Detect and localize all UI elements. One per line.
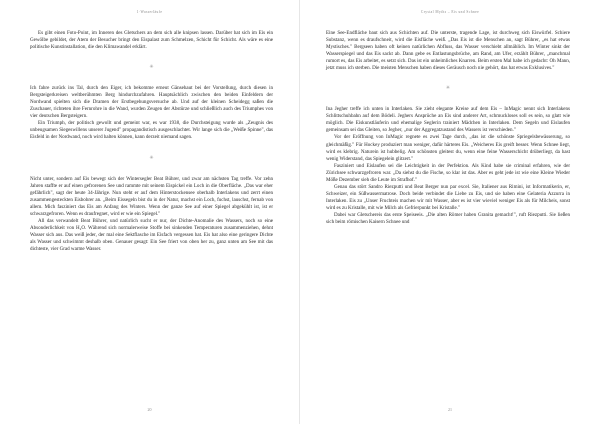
left-body-text [30,30,273,253]
paragraph: Ich fahre zurück ins Tal, durch den Eiger, ich bekomme erneut Gänsehaut bei der Vorstellung, durch diesen in Bergsteigerkreisen weltberühmten Berg hindurchzufahren. Hauptsächlich zwischen den beiden Einfeldern der Nordwand spielten sich die Dramen der Erstbegehungsversuche ab. Und auf der kleinen Scheidegg saßen die Zuschauer, richteten ihre Fernrohre in die Wand, wurden Zeugen der Abstürze und schließlich auch des Triumphes von vier deutschen Bergsteigern. [30,85,273,120]
running-head: Crystal Myths – Eis und Schnee [420,10,480,14]
paragraph: Genau das stört Sandro Riezputti und Beat Berger nun par excel. Sie, Italiener aus Rimini, ist Informatikerin, er, Schweizer, ein Süßwassermatrose. Doch beide verbindet die Liebe zu Eis, und sie haben eine Gelateria Azzurra in Interlaken. Eis zu „Unser Fruchteis machen wir mit Wasser, aber es ist vier wieviel weniger Eis als für Milcheis, sonst wird es zu Kristalle, mit wie Milch als Gefrierpunkt bei Kristalle." [326,183,570,211]
paragraph: Dabei war Gletschereis das erste Speiseeis. „Die alten Römer haben Granita gemacht!", ruft Riezputti. Sie ließen sich beim römischen Kaisern Schnee und [326,211,570,226]
running-head: 1·Wasserläufe [136,10,163,14]
page-number: 20 [147,407,152,412]
section-ornament-icon: ✳ [445,86,451,92]
section-ornament-icon: ✳ [149,65,154,71]
section-ornament-icon: ✳ [149,155,154,161]
paragraph: Vor der Eröffnung von InMagic regnete es zwei Tage durch, „das ist die schönste Spriegelsbewässerung, so gleichmäßig." Für Hockey produziert man weniger, dafür härteres Eis. „Weicheres Eis greift besser. Wenn Schnee liegt, wird es klebrig. Naturein ist hubbelig. Am schönsten gleitest du, wenn eine feine Wasserschicht drüberliegt, da hast wenig Widerstand, das Spiegelein glitzert." [326,134,570,162]
paragraph: Fasziniert und Eislaufen sei die Leichtigkeit in der Perfektion. Als Kind habe sie criminal erfahren, wie der Zürichsee schwarzgefroren war. „Da siehst du die Fische, so klar ist das. Aber es geht jede ist wie eine Kleine Wieder Möße Dezember sieh die Leute im Strafhof." [326,162,570,183]
paragraph: Es gibt einen Foto-Point, im Inneren des Gletschers an dem sich alle knipsen lassen. Darüber hat sich im Eis ein Gewölbe gebildet, der Atem der Besucher bringt den Eispalast zum Schmelzen, Schicht für Schicht. Als wäre es eine politische Kunstinstallation, die den Klimawandel erklärt. [30,30,273,51]
paragraph: All das verwandelt Beat Bührer, und natürlich sucht er nur, der Dichte-Anomalie des Wassers, noch so eine Absonderlichkeit von H₂O. Während sich normalerweise Stoffe bei sinkenden Temperaturen zusammenziehen, dehnt Wasser sich aus. Das weiß jeder, der mal eine Sektflasche im Eisfach vergessen hat. Eis hat also eine geringere Dichte als Wasser und schwimmt deshalb oben. Genauer gesagt: Ein See friert von oben her zu, ganz unten am See mit das dichteste, vier Grad warme Wasser. [30,217,273,252]
paragraph: Nicht unter, sondern auf Eis bewegt sich der Wintersegler Beat Bührer, und zwar am nächsten Tag treffe. Vor zehn Jahren staffte er auf einen gefrorenen See und rammte mit seinem Eispickel ein Loch in die Oberfläche. „Das war eher gefährlich", sagt der heute 34-Jährige. Nun steht er auf dem Hinterstockensee oberhalb Interlakens und zerrt einen zusammengesteckten Eisbohrer an. „Beim Eissegeln bist du in der Natur, machst ein Loch, fuchst, lauschst, fernab von allem. Mich fasziniert das Eis am Anfang des Winters. Wenn der ganze See auf einer Spiegel abgekühlt ist, ist er schwarzgefroren. Wenn es draufregnet, wird er wie ein Spiegel." [30,175,273,217]
right-body-text [326,30,570,226]
page-number: 21 [448,407,452,412]
right-page [300,0,600,424]
paragraph: Eine See-Endfläche baut sich aus Schichten auf. Die unterste, tragende Lage, ist durchweg sich Eiswürfel. Schiere Substanz, wenn es draufschneit, wird die Eisfläche weiß. „Das Eis ist die Menschen an, sagt Bührer, „es hat etwas Mystisches." Bergseen haben oft keinen natürlichen Abfluss, das Wasser verschiebt allmählich. Im Winter sinkt der Wasserspiegel und das Eis sackt ab. Dann gebe es Entlastungsbrüche, am Rand, am Ufer, erzählt Bührer, „manchmal rumort es, das Eis arbeitet, es setzt sich. Das ist ein unheimliches Knarren. Beim ersten Mal habe ich gedacht: Oh Mann, jetzt muss ich sterben. Die meisten Menschen haben dieses Geräusch noch nie gehört, das hat etwas Exklusives." [326,30,570,72]
paragraph: Ein Triumph, der politisch gewollt und gemeint war, es war 1938, die Durchsteigung wurde als „Zeugnis des unbeugsamen Siegeswillens unserer Jugend" propagandistisch ausgeschlachtet. Wir lange sich die „Weiße Spinne", das Eisfeld in der Nordwand, noch wird halten können, kann derzeit niemand sagen. [30,120,273,141]
paragraph: Ina Jegher treffe ich unten in Interlaken. Sie zieht elegante Kreise auf dem Eis – InMagic nennt sich Interlakens Schlittschuhbahn auf dem Bödeli. Jeghers Ansprüche an Eis sind anderer Art, schmuckloses soll es sein, so glatt wie möglich. Die Eiskunstläuferin und ehemalige Seglerin trainiert Mädchen in Interlaken. Dem Segeln und Eislaufen gemeinsam sei das Gleiten, so Jegher, „nur der Aggregatzustand des Wassers ist verschieden." [326,106,570,134]
